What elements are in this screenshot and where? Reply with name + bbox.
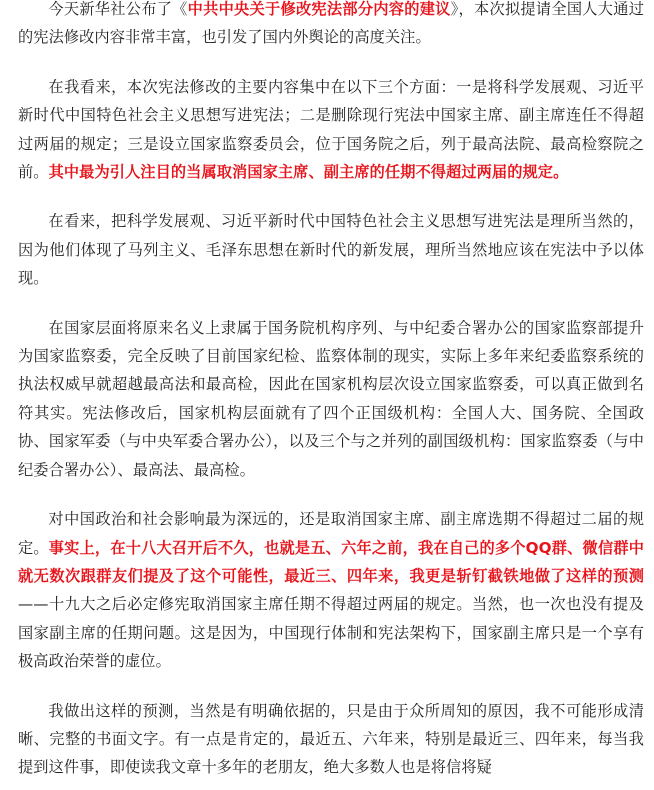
paragraph-5 xyxy=(18,505,654,675)
paragraph-5-text-2: ——十九大之后必定修宪取消国家主席任期不得超过两届的规定。当然，也一次也没有提及国家副主席的任期问题。这是因为，中国现行体制和宪法架构下，国家副主席只是一个享有极高政治荣誉的虚位。 xyxy=(18,595,644,671)
paragraph-2-highlight: 其中最为引人注目的当属取消国家主席、副主席的任期不得超过两届的规定。 xyxy=(48,163,569,182)
paragraph-2 xyxy=(18,73,654,187)
paragraph-6-text: 我做出这样的预测，当然是有明确依据的，只是由于众所周知的原因，我不可能形成清晰、完整的书面文字。有一点是肯定的，最近五、六年来，特别是最近三、四年来，每当我提到这件事，即使读我文章十多年的老朋友，绝大多数人也是将信将疑 xyxy=(18,701,644,777)
paragraph-5-text: 对中国政治和社会影响最为深远的，还是取消国家主席、副主席选期不得超过二届的规定。 xyxy=(18,510,644,557)
paragraph-5-highlight: 事实上，在十八大召开后不久，也就是五、六年之前，我在自己的多个QQ群、微信群中就无数次跟群友们提及了这个可能性，最近三、四年来，我更是斩钉截铁地做了这样的预测 xyxy=(18,538,644,585)
paragraph-4-text: 在国家层面将原来名义上隶属于国务院机构序列、与中纪委合署办公的国家监察部提升为国家监察委，完全反映了目前国家纪检、监察体制的现实，实际上多年来纪委监察系统的执法权威早就超越最高法和最高检，因此在国家机构层次设立国家监察委，可以真正做到名符其实。宪法修改后，国家机构层面就有了四个正国级机构：全国人大、国务院、全国政协、国家军委（与中央军委合署办公），以及三个与之并列的副国级机构：国家监察委（与中纪委合署办公）、最高法、最高检。 xyxy=(18,318,644,479)
paragraph-3 xyxy=(18,207,654,292)
paragraph-1 xyxy=(18,0,654,52)
paragraph-1-highlight: 中共中央关于修改宪法部分内容的建议 xyxy=(187,0,451,18)
paragraph-6 xyxy=(18,697,654,782)
paragraph-3-text: 在看来，把科学发展观、习近平新时代中国特色社会主义思想写进宪法是理所当然的，因为他们体现了马列主义、毛泽东思想在新时代的新发展，理所当然地应该在宪法中予以体现。 xyxy=(18,212,644,288)
paragraph-1-text: 今天新华社公布了《 xyxy=(48,0,188,18)
paragraph-2-text: 在我看来，本次宪法修改的主要内容集中在以下三个方面：一是将科学发展观、习近平新时代中国特色社会主义思想写进宪法；二是删除现行宪法中国家主席、副主席连任不得超过两届的规定；三是设立国家监察委员会，位于国务院之后，列于最高法院、最高检察院之前。 xyxy=(18,77,644,182)
paragraph-1-text-2: 》，本次拟提请全国人大通过的宪法修改内容非常丰富，也引发了国内外舆论的高度关注。 xyxy=(18,0,644,47)
paragraph-4 xyxy=(18,314,654,484)
